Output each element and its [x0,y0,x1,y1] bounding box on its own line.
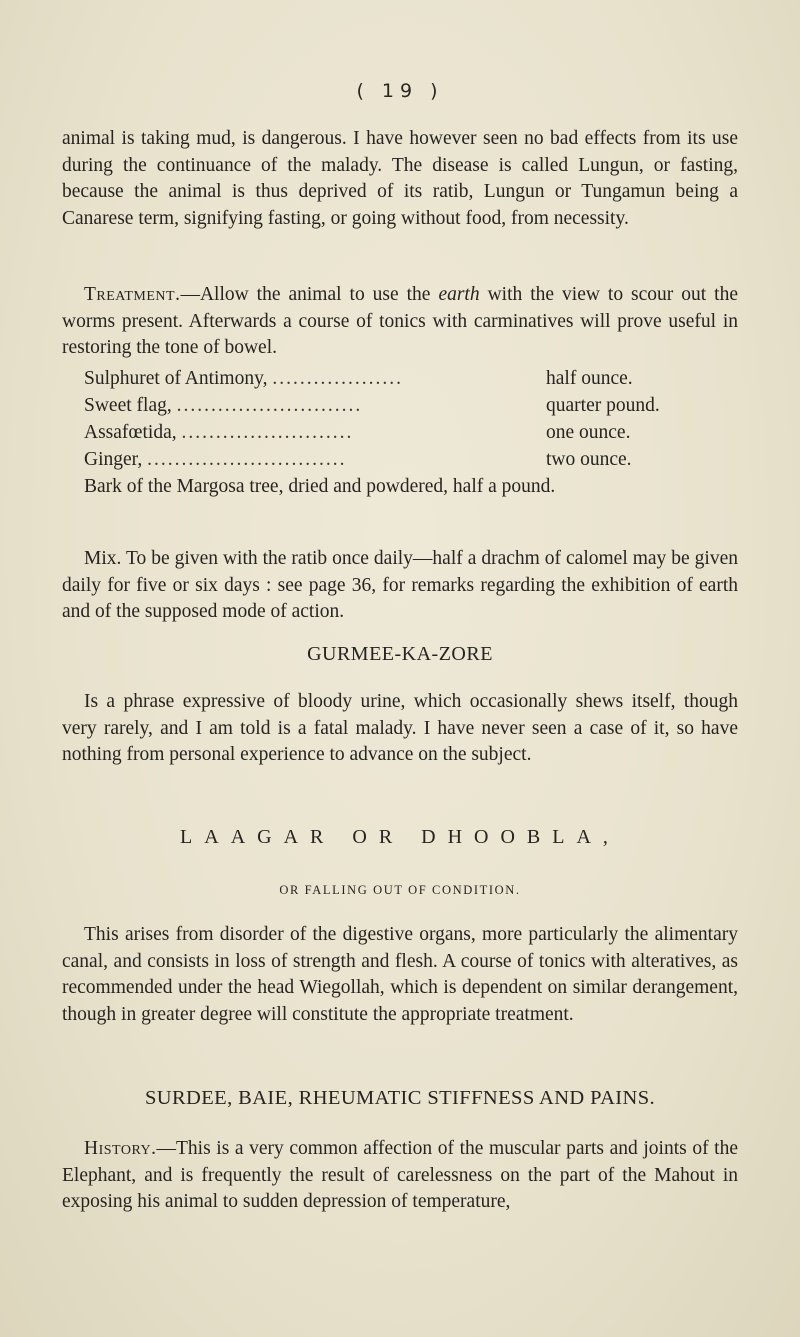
recipe-row [84,449,632,475]
paragraph-lungun: animal is taking mud, is dangerous. I have however seen no bad effects from its use during the continuance of the malady. The disease is called Lungun, or fasting, because the animal is thus deprived of its ratib, Lungun or Tungamun being a Canarese term, signifying fasting, or going without food, from necessity. [62,128,738,229]
history-label: History. [84,1138,157,1159]
recipe-leader: ............................. [147,449,347,470]
page-number: ( 19 ) [356,80,444,102]
recipe-list [62,368,738,518]
paragraph-mix: Mix. To be given with the ratib once daily—half a drachm of calomel may be given daily for five or six days : see page 36, for remarks regarding the exhibition of earth and of the supposed mode of action. [62,548,738,622]
heading-surdee: SURDEE, BAIE, RHEUMATIC STIFFNESS AND PAINS. [144,1087,656,1109]
recipe-leader: ................... [272,368,403,389]
recipe-quantity: one ounce. [546,422,631,443]
recipe-leader: ........................... [176,395,363,416]
recipe-item: Sulphuret of Antimony, [84,368,268,389]
recipe-item: Assafœtida, [84,422,177,443]
treatment-label: Treatment. [84,284,181,305]
recipe-row [84,422,631,448]
heading-gurmee: GURMEE-KA-ZORE [307,643,493,665]
recipe-quantity: quarter pound. [546,395,660,416]
paragraph-history [62,1136,738,1216]
paragraph-gurmee: Is a phrase expressive of bloody urine, which occasionally shews itself, though very rarely, and I am told is a fatal malady. I have never seen a case of it, so have nothing from personal experience to advance on the subject. [62,691,738,765]
paragraph-laagar: This arises from disorder of the digestive organs, more particularly the alimentary canal, and consists in loss of strength and flesh. A course of tonics with alteratives, as recommended under the head Wiegollah, which is dependent on similar derangement, though in greater degree will constitute the appropriate treatment. [62,924,738,1025]
recipe-row [84,395,660,421]
recipe-quantity: half ounce. [546,368,633,389]
history-text: —This is a very common affection of the muscular parts and joints of the Elephant, and is frequently the result of carelessness on the part of the Mahout in exposing his animal to sudden depression of temperature, [62,1138,738,1212]
treatment-text-b: with the view to scour out the worms present. Afterwards a course of tonics with carminatives will prove useful in restoring the tone of bowel. [62,284,738,358]
recipe-item: Ginger, [84,449,143,470]
treatment-text-a: —Allow the animal to use the [180,284,439,305]
treatment-emphasis: earth [438,284,480,305]
recipe-leader: ......................... [181,422,354,443]
paragraph-treatment [62,282,738,362]
recipe-row-last: Bark of the Margosa tree, dried and powdered, half a pound. [84,476,556,497]
heading-laagar: LAAGAR OR DHOOBLA, [180,826,620,848]
subheading-laagar: OR FALLING OUT OF CONDITION. [279,883,521,897]
recipe-quantity: two ounce. [546,449,632,470]
recipe-item: Sweet flag, [84,395,172,416]
recipe-row [84,368,633,394]
